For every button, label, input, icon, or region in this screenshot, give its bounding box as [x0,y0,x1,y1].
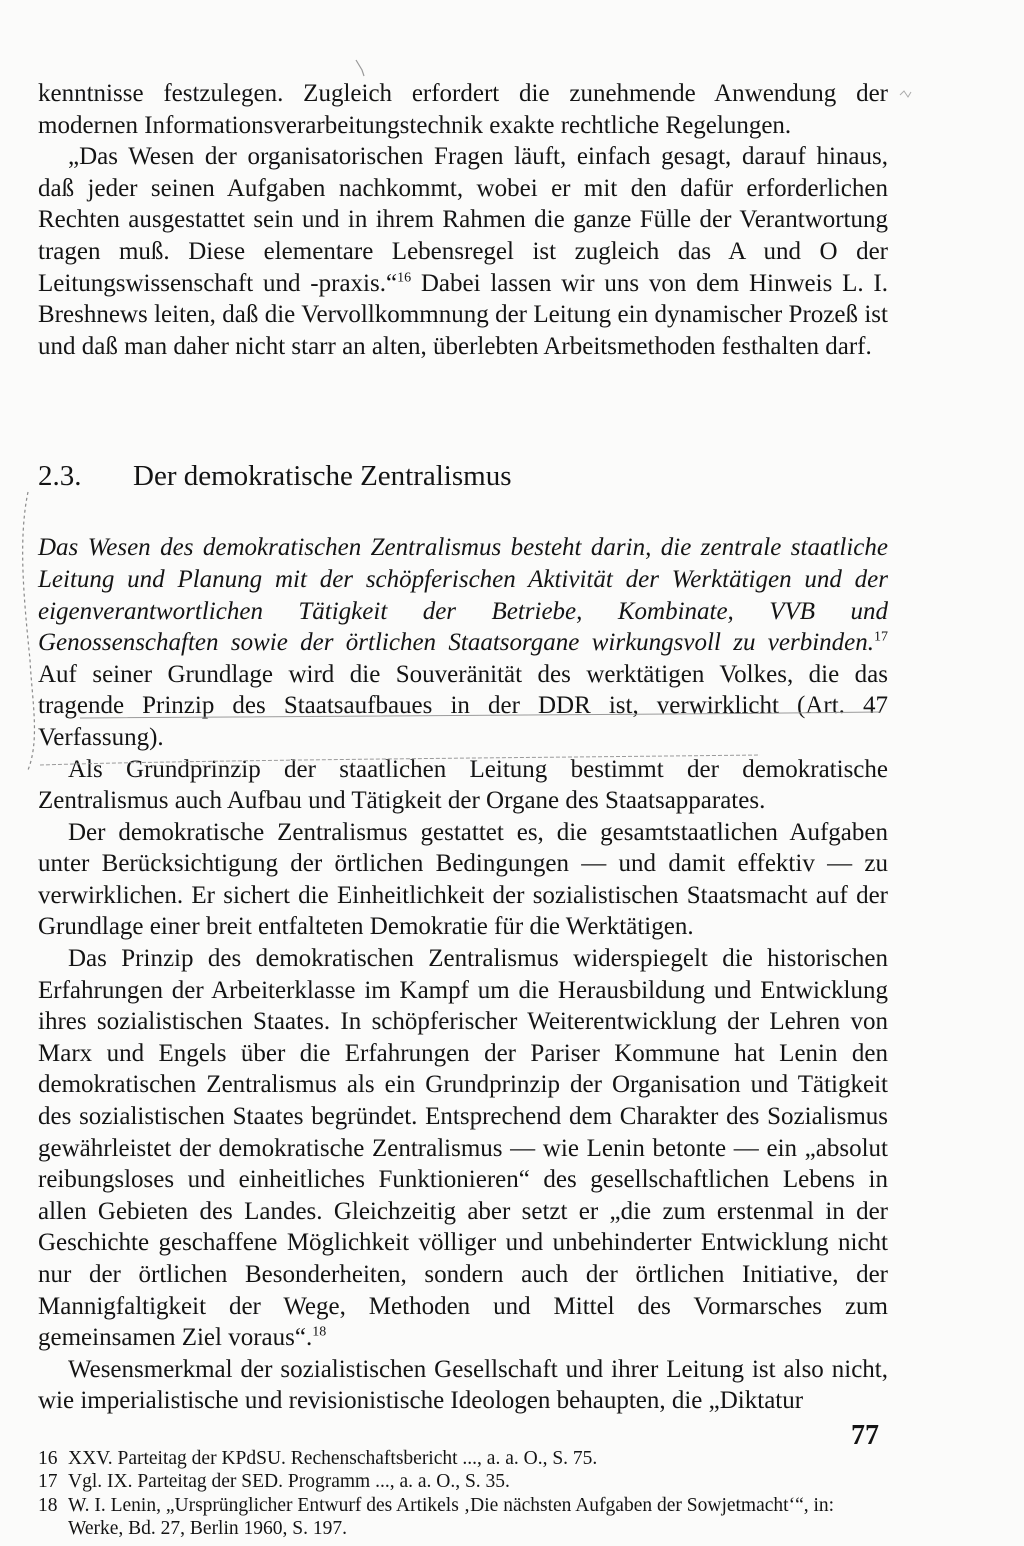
smudge-mark [900,91,911,97]
footnote-text: Vgl. IX. Parteitag der SED. Programm ..., a. a. O., S. 35. [68,1471,510,1493]
footnote-ref-16[interactable]: 16 [397,270,412,286]
body-paragraph-5: Wesensmerkmal der sozialistischen Gesellschaft und ihrer Leitung ist also nicht, wie imperialistische und revisionistische Ideologen behaupten, die „Diktatur [38,1355,888,1415]
footnote-number: 18 [38,1494,58,1516]
footnote-ref-18[interactable]: 18 [312,1324,327,1340]
footnote-text: W. I. Lenin, „Ursprünglicher Entwurf des Artikels ‚Die nächsten Aufgaben der Sowjetmacht‘“, in: Werke, Bd. 27, Berlin 1960, S. 197. [68,1494,835,1540]
footnote-17 [38,1470,888,1494]
margin-bracket-mark [23,492,35,770]
footnote-18 [38,1494,888,1541]
body-paragraph-1 [38,532,888,753]
footnote-number: 17 [38,1471,58,1493]
definition-text: Das Wesen des demokratischen Zentralismus besteht darin, die zentrale staatliche Leitung und Planung mit der schöpferischen Aktivität der Werktätigen und der eigenverantwortlichen Tätigkeit der Betriebe, Kombinate, VVB und Genossenschaften sowie der örtlichen Staatsorgane wirkungsvoll zu verbinden. [38,534,888,657]
footnote-ref-17[interactable]: 17 [874,629,888,645]
page-number: 77 [851,1420,879,1451]
body-paragraph-4 [38,943,888,1354]
section-title: Der demokratische Zentralismus [133,460,512,493]
body-paragraph-3: Der demokratische Zentralismus gestattet es, die gesamtstaatlichen Aufgaben unter Berücksichtigung der örtlichen Bedingungen — und damit effektiv — zu verwirklichen. Er sichert die Einheitlichkeit der sozialistischen Staatsmacht auf der Grundlage einer breit entfalteten Demokratie für die Werktätigen. [38,818,888,941]
footnote-number: 16 [38,1447,58,1469]
intro-paragraph-1: kenntnisse festzulegen. Zugleich erfordert die zunehmende Anwendung der modernen Informationsverarbeitungstechnik exakte rechtliche Regelungen. [38,80,888,139]
lenin-text: Das Prinzip des demokratischen Zentralismus widerspiegelt die historischen Erfahrungen der Arbeiterklasse im Kampf um die Herausbildung und Entwicklung ihres sozialistischen Staates. In schöpferischer Weiterentwicklung der Lehren von Marx und Engels über die Erfahrungen der Pariser Kommune hat Lenin den demokratischen Zentralismus als ein Grundprinzip der Organisation und Tätigkeit des sozialistischen Staates begründet. Entsprechend dem Charakter des Sozialismus gewährleistet der demokratische Zentralismus — wie Lenin betonte — ein „absolut reibungsloses und einheitliches Funktionieren“ des gesellschaftlichen Lebens in allen Gebieten des Landes. Gleichzeitig aber setzt er „die zum erstenmal in der Geschichte geschaffene Möglichkeit völliger und unbehinderter Entwicklung nicht nur der örtlichen Besonderheiten, sondern auch der örtlichen Initiative, der Mannigfaltigkeit der Wege, Methoden und Mittel des Vormarsches zum gemeinsamen Ziel voraus“. [38,945,888,1352]
page-content [38,78,888,1541]
section-heading [38,458,888,494]
footnote-16 [38,1447,888,1471]
quote-text: „Das Wesen der organisatorischen Fragen läuft, einfach gesagt, darauf hinaus, daß jeder seinen Aufgaben nachkommt, wobei er mit den dafür erforderlichen Rechten ausgestattet sein und in ihrem Rahmen die ganze Fülle der Verantwortung tragen muß. Diese elementare Lebensregel ist zugleich das A und O der Leitungswissenschaft und -praxis.“ [38,143,888,297]
body-paragraph-2: Als Grundprinzip der staatlichen Leitung bestimmt der demokratische Zentralismus auch Aufbau und Tätigkeit der Organe des Staatsapparates. [38,755,888,815]
footnote-text: XXV. Parteitag der KPdSU. Rechenschaftsbericht ..., a. a. O., S. 75. [68,1447,598,1469]
quote-continuation: Dabei lassen wir uns von dem Hinweis L. I. Breshnews leiten, daß die Vervollkommnung der Leitung ein dynamischer Prozeß ist und daß man daher nicht starr an alten, überlebten Arbeitsmethoden festhalten darf. [38,269,888,360]
footnotes [38,1447,888,1541]
section-number: 2.3. [38,460,82,493]
definition-continuation: Auf seiner Grundlage wird die Souveränität des werktätigen Volkes, die das tragende Prinzip des Staatsaufbaues in der DDR ist, verwirklicht (Art. 47 Verfassung). [38,660,888,751]
intro-paragraph-2 [38,141,888,362]
smudge-mark-top [356,60,364,76]
